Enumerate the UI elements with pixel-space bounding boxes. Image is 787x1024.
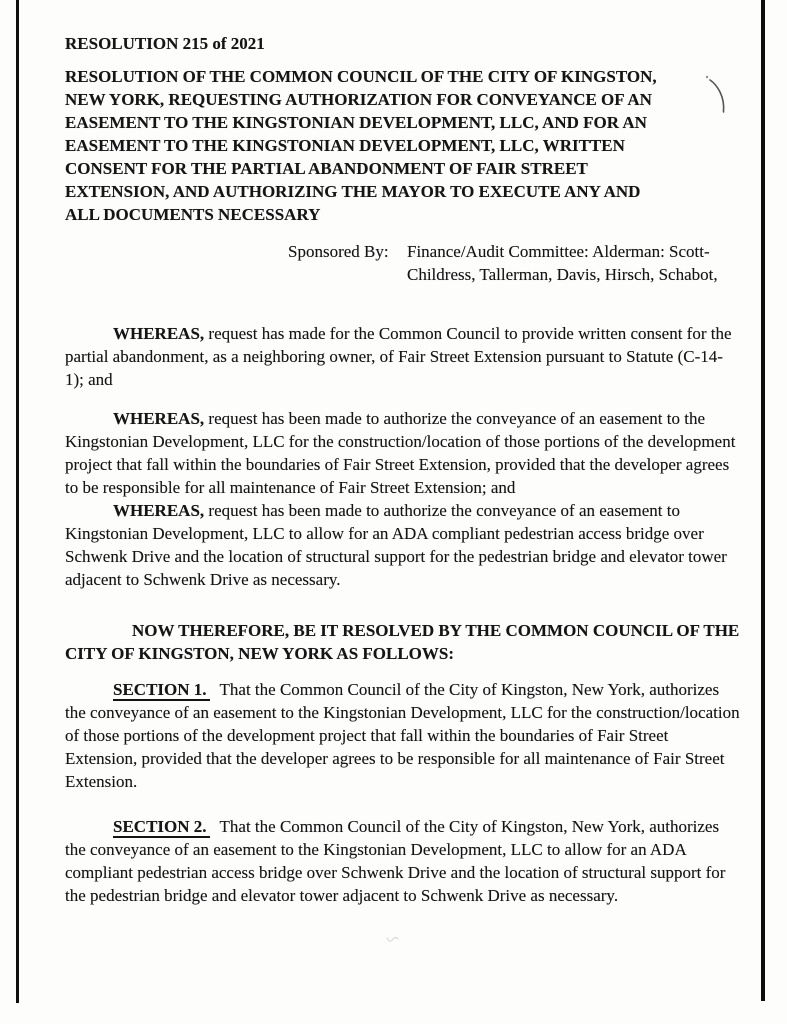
scan-smudge [384,934,402,948]
sponsored-by-label: Sponsored By: [288,242,389,261]
whereas-clause-3 [65,499,741,591]
title-line: EXTENSION, AND AUTHORIZING THE MAYOR TO EXECUTE ANY AND [65,182,641,201]
resolution-number: RESOLUTION 215 of 2021 [65,34,265,53]
title-line: EASEMENT TO THE KINGSTONIAN DEVELOPMENT, LLC, AND FOR AN [65,113,647,132]
section-1-text: That the Common Council of the City of Kingston, New York, authorizes the conveyance of an easement to the Kingstonian Development, LLC for the construction/location of those portions of the development project that fall within the boundaries of Fair Street Extension, provided that the developer agrees to be responsible for all maintenance of Fair Street Extension. [65,680,740,791]
whereas-text: request has been made to authorize the conveyance of an easement to Kingstonian Development, LLC to allow for an ADA compliant pedestrian access bridge over Schwenk Drive and the location of structural support for the pedestrian bridge and elevator tower adjacent to Schwenk Drive as necessary. [65,501,727,589]
scan-border-left [16,0,19,1003]
section-1 [65,678,741,793]
section-1-heading: SECTION 1. [113,680,210,701]
sponsored-by-value-line: Finance/Audit Committee: Alderman: Scott- [407,242,710,261]
whereas-lead: WHEREAS, [113,501,205,520]
whereas-clause-2 [65,407,741,499]
sponsored-by-value [407,240,741,286]
title-line: EASEMENT TO THE KINGSTONIAN DEVELOPMENT, LLC, WRITTEN [65,136,625,155]
section-2-text: That the Common Council of the City of Kingston, New York, authorizes the conveyance of an easement to the Kingstonian Development, LLC to allow for an ADA compliant pedestrian access bridge over Schwenk Drive and the location of structural support for the pedestrian bridge and elevator tower adjacent to Schwenk Drive as necessary. [65,817,726,905]
scan-border-right [761,0,765,1001]
title-line: ALL DOCUMENTS NECESSARY [65,205,321,224]
section-2-heading: SECTION 2. [113,817,210,838]
title-line: CONSENT FOR THE PARTIAL ABANDONMENT OF FAIR STREET [65,159,588,178]
title-line: RESOLUTION OF THE COMMON COUNCIL OF THE CITY OF KINGSTON, [65,67,657,86]
title-line: NEW YORK, REQUESTING AUTHORIZATION FOR CONVEYANCE OF AN [65,90,652,109]
whereas-lead: WHEREAS, [113,409,205,428]
whereas-lead: WHEREAS, [113,324,205,343]
resolved-clause: NOW THEREFORE, BE IT RESOLVED BY THE COMMON COUNCIL OF THE CITY OF KINGSTON, NEW YORK AS FOLLOWS: [65,621,740,663]
resolution-title [65,65,741,226]
sponsored-by-block [288,240,741,286]
whereas-text: request has been made to authorize the conveyance of an easement to the Kingstonian Development, LLC for the construction/location of those portions of the development project that fall within the boundaries of Fair Street Extension, provided that the developer agrees to be responsible for all maintenance of Fair Street Extension; and [65,409,736,497]
whereas-clause-1 [65,322,741,391]
sponsored-by-value-line: Childress, Tallerman, Davis, Hirsch, Schabot, [407,265,718,284]
whereas-text: request has made for the Common Council to provide written consent for the partial abandonment, as a neighboring owner, of Fair Street Extension pursuant to Statute (C-14-1); and [65,324,732,389]
section-2 [65,815,741,907]
document-content [65,32,741,907]
